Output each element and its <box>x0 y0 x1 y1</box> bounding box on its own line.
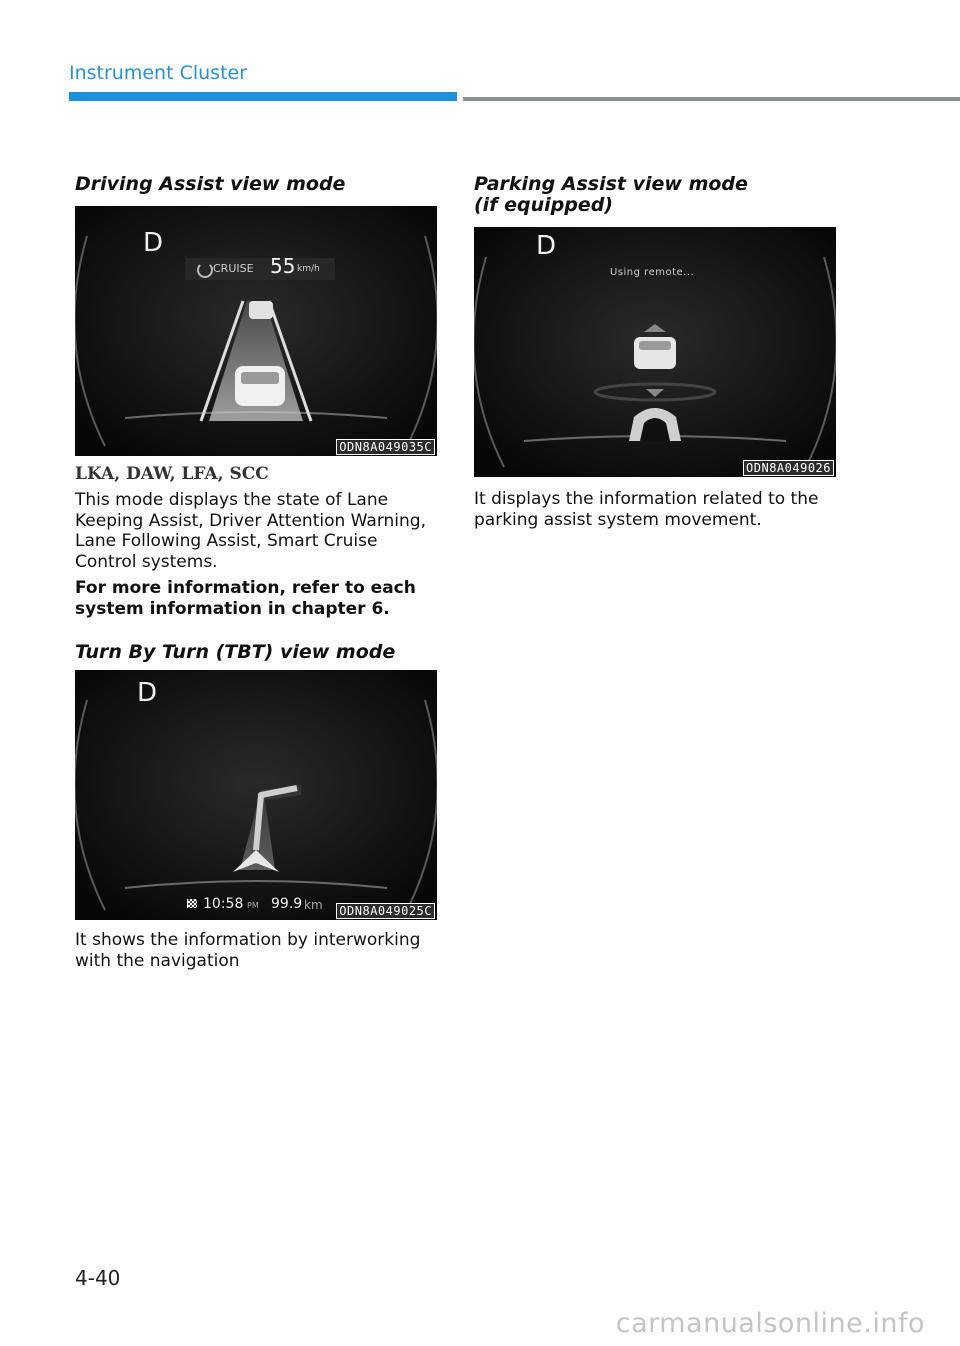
cruise-label: CRUISE <box>213 262 254 275</box>
driving-assist-note: For more information, refer to each system information in chapter 6. <box>75 578 416 619</box>
header-bar-gray <box>463 97 960 101</box>
remaining-distance-unit: km <box>304 898 323 912</box>
figure-code: ODN8A049035C <box>336 439 435 455</box>
remote-status-text: Using remote... <box>610 267 695 278</box>
header-title: Instrument Cluster <box>69 62 248 84</box>
driving-assist-illustration <box>75 206 437 456</box>
cruise-icon <box>197 262 213 278</box>
tbt-body: It shows the information by interworking with the navigation <box>75 930 421 971</box>
parking-assist-body: It displays the information related to the parking assist system movement. <box>474 489 819 530</box>
header-bar-blue <box>69 92 457 101</box>
destination-flag-icon <box>187 899 197 908</box>
gear-indicator: D <box>536 231 557 261</box>
speed-value: 55 <box>270 254 296 278</box>
figure-code: ODN8A049026 <box>743 460 834 476</box>
left-column <box>75 174 437 971</box>
driving-assist-figure <box>75 206 437 456</box>
driving-assist-subheading: LKA, DAW, LFA, SCC <box>75 464 269 484</box>
tbt-heading: Turn By Turn (TBT) view mode <box>75 641 396 663</box>
arrival-time-suffix: PM <box>247 901 259 910</box>
figure-code: ODN8A049025C <box>336 903 435 919</box>
parking-assist-illustration <box>474 227 836 477</box>
right-column <box>474 174 836 530</box>
page-number: 4-40 <box>75 1266 121 1290</box>
tbt-figure <box>75 670 437 920</box>
gear-indicator: D <box>137 678 158 708</box>
remaining-distance: 99.9 <box>271 896 303 912</box>
driving-assist-heading: Driving Assist view mode <box>75 173 346 195</box>
parking-assist-figure <box>474 227 836 477</box>
parking-assist-heading-sub: (if equipped) <box>474 194 613 216</box>
tbt-illustration <box>75 670 437 920</box>
parking-assist-heading: Parking Assist view mode <box>474 173 748 195</box>
watermark: carmanualsonline.info <box>615 1308 925 1339</box>
arrival-time: 10:58 <box>203 896 244 912</box>
speed-unit: km/h <box>297 264 320 274</box>
gear-indicator: D <box>143 228 164 258</box>
driving-assist-body: This mode displays the state of Lane Keeping Assist, Driver Attention Warning, Lane Following Assist, Smart Cruise Control systems. <box>75 490 426 572</box>
